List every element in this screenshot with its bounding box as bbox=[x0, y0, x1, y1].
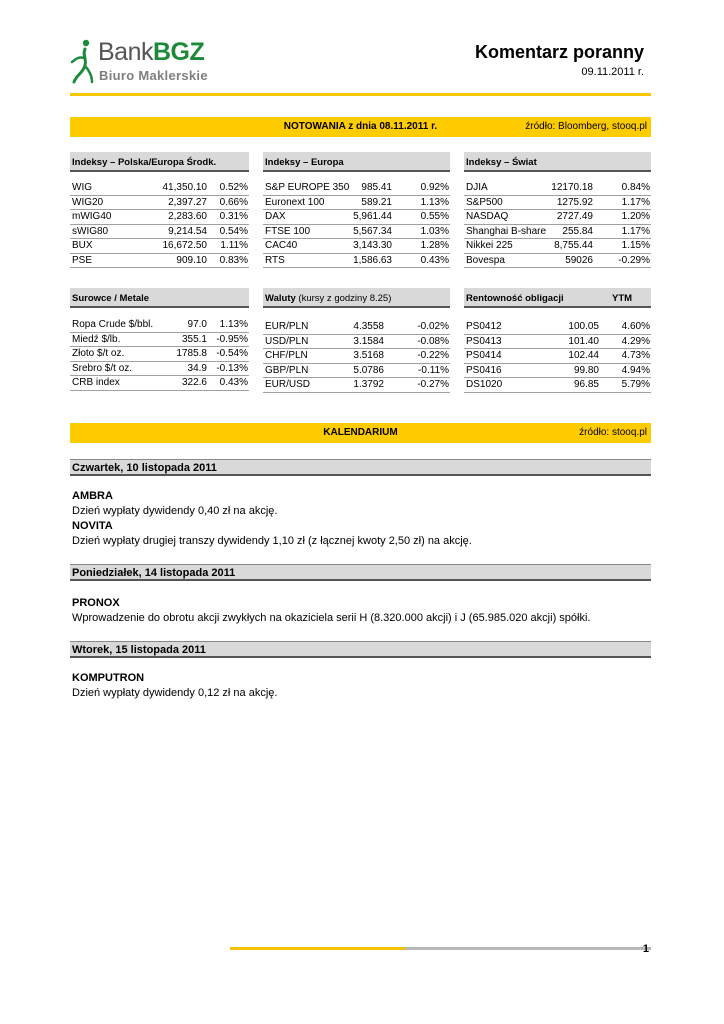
table-row bbox=[464, 364, 651, 379]
table-row bbox=[464, 181, 651, 196]
calendar-bar-title: KALENDARIUM bbox=[323, 427, 398, 438]
row-name: S&P500 bbox=[466, 196, 503, 208]
bonds-header-ytm: YTM bbox=[612, 293, 633, 304]
table-row bbox=[70, 318, 249, 333]
row-value: 1,586.63 bbox=[353, 254, 392, 266]
row-value: 2,397.27 bbox=[168, 196, 207, 208]
row-name: RTS bbox=[265, 254, 285, 266]
row-change: 0.31% bbox=[219, 211, 248, 222]
indices-eu-header: Indeksy – Europa bbox=[263, 152, 450, 172]
table-row bbox=[263, 335, 450, 350]
table-row bbox=[70, 254, 249, 269]
row-name: DJIA bbox=[466, 182, 488, 193]
row-value: 355.1 bbox=[181, 333, 207, 345]
row-name: DS1020 bbox=[466, 379, 503, 390]
row-value: 3,143.30 bbox=[353, 240, 392, 251]
row-value: 5,567.34 bbox=[353, 225, 392, 237]
row-value: 2727.49 bbox=[556, 211, 593, 222]
indices-eu-table bbox=[263, 152, 450, 268]
row-name: Srebro $/t oz. bbox=[72, 362, 133, 374]
row-name: WIG bbox=[72, 182, 92, 193]
table-row bbox=[464, 320, 651, 335]
row-change: 1.11% bbox=[220, 240, 248, 251]
row-change: 0.54% bbox=[219, 225, 248, 237]
table-row bbox=[70, 347, 249, 362]
table-row bbox=[464, 239, 651, 254]
row-change: 0.84% bbox=[621, 182, 650, 193]
calendar-event-name: AMBRA bbox=[72, 490, 113, 502]
row-name: USD/PLN bbox=[265, 335, 309, 347]
row-change: 4.29% bbox=[621, 335, 650, 347]
row-name: NASDAQ bbox=[466, 211, 509, 222]
row-value: 909.10 bbox=[176, 254, 207, 266]
bonds-header-title: Rentowność obligacji bbox=[466, 293, 564, 304]
row-value: 16,672.50 bbox=[162, 240, 207, 251]
row-change: -0.13% bbox=[216, 362, 248, 374]
row-change: 1.20% bbox=[621, 211, 650, 222]
table-row bbox=[70, 210, 249, 225]
indices-pl-header: Indeksy – Polska/Europa Środk. bbox=[70, 152, 249, 172]
row-value: 985.41 bbox=[361, 182, 392, 193]
indices-pl-table bbox=[70, 152, 249, 268]
table-row bbox=[464, 210, 651, 225]
row-name: PS0416 bbox=[466, 364, 502, 376]
table-row bbox=[263, 320, 450, 335]
row-change: 0.83% bbox=[219, 254, 248, 266]
row-change: 4.73% bbox=[621, 350, 650, 361]
row-name: sWIG80 bbox=[72, 225, 109, 237]
row-value: 59026 bbox=[565, 254, 593, 266]
row-change: 0.55% bbox=[420, 211, 449, 222]
table-row bbox=[263, 239, 450, 254]
quotes-bar-title: NOTOWANIA z dnia 08.11.2011 r. bbox=[283, 121, 438, 132]
row-change: -0.22% bbox=[417, 350, 449, 361]
table-row bbox=[70, 181, 249, 196]
currencies-header bbox=[263, 288, 450, 308]
row-value: 5,961.44 bbox=[353, 211, 392, 222]
table-row bbox=[263, 378, 450, 393]
calendar-event-desc: Dzień wypłaty dywidendy 0,12 zł na akcję. bbox=[72, 687, 278, 699]
row-value: 3.1584 bbox=[353, 335, 384, 347]
table-row bbox=[70, 196, 249, 211]
table-row bbox=[70, 376, 249, 391]
table-row bbox=[263, 210, 450, 225]
row-change: -0.08% bbox=[417, 335, 449, 347]
page-number: 1 bbox=[642, 943, 649, 955]
row-value: 1785.8 bbox=[176, 348, 207, 359]
bgz-logo bbox=[70, 36, 250, 90]
row-change: 1.17% bbox=[621, 225, 650, 237]
row-name: Nikkei 225 bbox=[466, 240, 513, 251]
document-title: Komentarz poranny bbox=[474, 42, 644, 62]
row-name: PSE bbox=[72, 254, 93, 266]
row-change: 1.28% bbox=[420, 240, 449, 251]
row-value: 102.44 bbox=[568, 350, 599, 361]
row-value: 12170.18 bbox=[551, 182, 593, 193]
row-name: CAC40 bbox=[265, 240, 298, 251]
calendar-event-desc: Wprowadzenie do obrotu akcji zwykłych na okaziciela serii H (8.320.000 akcji) i J (65.985.020 akcji) spółki. bbox=[72, 612, 591, 624]
row-value: 100.05 bbox=[568, 321, 599, 332]
row-value: 255.84 bbox=[562, 225, 593, 237]
document-date: 09.11.2011 r. bbox=[581, 66, 644, 78]
row-change: 0.66% bbox=[219, 196, 248, 208]
table-row bbox=[263, 349, 450, 364]
row-name: Shanghai B-share bbox=[466, 225, 547, 237]
row-change: 4.60% bbox=[621, 321, 650, 332]
row-value: 97.0 bbox=[187, 319, 207, 330]
bonds-table bbox=[464, 288, 651, 393]
row-change: 1.15% bbox=[621, 240, 650, 251]
row-name: EUR/USD bbox=[265, 379, 311, 390]
table-row bbox=[70, 362, 249, 377]
table-row bbox=[263, 364, 450, 379]
calendar-bar bbox=[70, 423, 651, 443]
row-value: 4.3558 bbox=[353, 321, 384, 332]
row-value: 8,755.44 bbox=[554, 240, 593, 251]
row-change: -0.02% bbox=[417, 321, 449, 332]
indices-world-table bbox=[464, 152, 651, 268]
table-row bbox=[464, 225, 651, 240]
row-change: 1.13% bbox=[219, 319, 248, 330]
row-name: PS0412 bbox=[466, 321, 502, 332]
logo-bgz-text: BGZ bbox=[152, 38, 205, 66]
table-row bbox=[464, 254, 651, 269]
table-row bbox=[70, 239, 249, 254]
calendar-event-name: NOVITA bbox=[72, 520, 113, 532]
row-name: mWIG40 bbox=[72, 211, 112, 222]
row-name: GBP/PLN bbox=[265, 364, 309, 376]
row-value: 322.6 bbox=[181, 377, 207, 388]
row-change: -0.27% bbox=[417, 379, 449, 390]
indices-world-header: Indeksy – Świat bbox=[464, 152, 651, 172]
row-name: WIG20 bbox=[72, 196, 104, 208]
quotes-bar bbox=[70, 117, 651, 137]
row-value: 101.40 bbox=[568, 335, 599, 347]
row-value: 99.80 bbox=[573, 364, 599, 376]
row-change: 0.43% bbox=[219, 377, 248, 388]
row-change: 0.92% bbox=[420, 182, 449, 193]
row-change: -0.54% bbox=[216, 348, 248, 359]
row-name: EUR/PLN bbox=[265, 321, 309, 332]
row-value: 589.21 bbox=[361, 196, 392, 208]
row-name: Złoto $/t oz. bbox=[72, 348, 125, 359]
row-change: 1.03% bbox=[420, 225, 449, 237]
row-change: -0.29% bbox=[618, 254, 650, 266]
table-row bbox=[263, 225, 450, 240]
table-row bbox=[464, 349, 651, 364]
commodities-table bbox=[70, 288, 249, 391]
table-row bbox=[464, 378, 651, 393]
row-change: 1.17% bbox=[621, 196, 650, 208]
calendar-event-name: PRONOX bbox=[72, 597, 120, 609]
row-change: 5.79% bbox=[621, 379, 650, 390]
bonds-header bbox=[464, 288, 651, 308]
table-row bbox=[263, 254, 450, 269]
calendar-date-0: Czwartek, 10 listopada 2011 bbox=[70, 459, 651, 476]
row-value: 41,350.10 bbox=[162, 182, 207, 193]
table-row bbox=[70, 333, 249, 348]
currencies-table bbox=[263, 288, 450, 393]
calendar-event-name: KOMPUTRON bbox=[72, 672, 145, 684]
table-row bbox=[263, 181, 450, 196]
row-change: 0.43% bbox=[420, 254, 449, 266]
quotes-bar-source: źródło: Bloomberg, stooq.pl bbox=[525, 121, 647, 132]
calendar-event-desc: Dzień wypłaty dywidendy 0,40 zł na akcję. bbox=[72, 505, 278, 517]
row-value: 5.0786 bbox=[353, 364, 384, 376]
row-change: 0.52% bbox=[219, 182, 248, 193]
row-name: FTSE 100 bbox=[265, 225, 311, 237]
row-value: 3.5168 bbox=[353, 350, 384, 361]
row-value: 9,214.54 bbox=[168, 225, 207, 237]
currencies-header-note: (kursy z godziny 8.25) bbox=[295, 293, 392, 304]
row-change: -0.11% bbox=[418, 364, 449, 376]
logo-bank-text: Bank bbox=[98, 38, 153, 66]
row-name: CRB index bbox=[72, 377, 120, 388]
table-row bbox=[263, 196, 450, 211]
row-change: 1.13% bbox=[420, 196, 449, 208]
row-value: 96.85 bbox=[573, 379, 599, 390]
logo-figure-icon bbox=[70, 38, 96, 86]
header-divider bbox=[70, 93, 651, 96]
table-row bbox=[70, 225, 249, 240]
row-name: Bovespa bbox=[466, 254, 505, 266]
row-name: Euronext 100 bbox=[265, 196, 325, 208]
row-value: 1.3792 bbox=[353, 379, 384, 390]
calendar-date-2: Wtorek, 15 listopada 2011 bbox=[70, 641, 651, 658]
currencies-header-title: Waluty bbox=[265, 293, 296, 304]
row-name: Miedź $/lb. bbox=[72, 333, 121, 345]
row-name: DAX bbox=[265, 211, 286, 222]
calendar-date-1: Poniedziałek, 14 listopada 2011 bbox=[70, 564, 651, 581]
row-change: -0.95% bbox=[216, 333, 248, 345]
row-name: PS0413 bbox=[466, 335, 502, 347]
table-row bbox=[464, 335, 651, 350]
row-name: PS0414 bbox=[466, 350, 502, 361]
commodities-header: Surowce / Metale bbox=[70, 288, 249, 308]
logo-subtitle: Biuro Maklerskie bbox=[99, 68, 208, 83]
footer-divider bbox=[70, 947, 651, 950]
row-name: Ropa Crude $/bbl. bbox=[72, 319, 154, 330]
table-row bbox=[464, 196, 651, 211]
row-name: BUX bbox=[72, 240, 93, 251]
row-name: CHF/PLN bbox=[265, 350, 308, 361]
row-value: 1275.92 bbox=[556, 196, 593, 208]
row-value: 34.9 bbox=[187, 362, 207, 374]
calendar-bar-source: źródło: stooq.pl bbox=[579, 427, 647, 438]
row-name: S&P EUROPE 350 bbox=[265, 182, 350, 193]
calendar-event-desc: Dzień wypłaty drugiej transzy dywidendy 1,10 zł (z łącznej kwoty 2,50 zł) na akcję. bbox=[72, 535, 472, 547]
row-change: 4.94% bbox=[621, 364, 650, 376]
row-value: 2,283.60 bbox=[168, 211, 207, 222]
